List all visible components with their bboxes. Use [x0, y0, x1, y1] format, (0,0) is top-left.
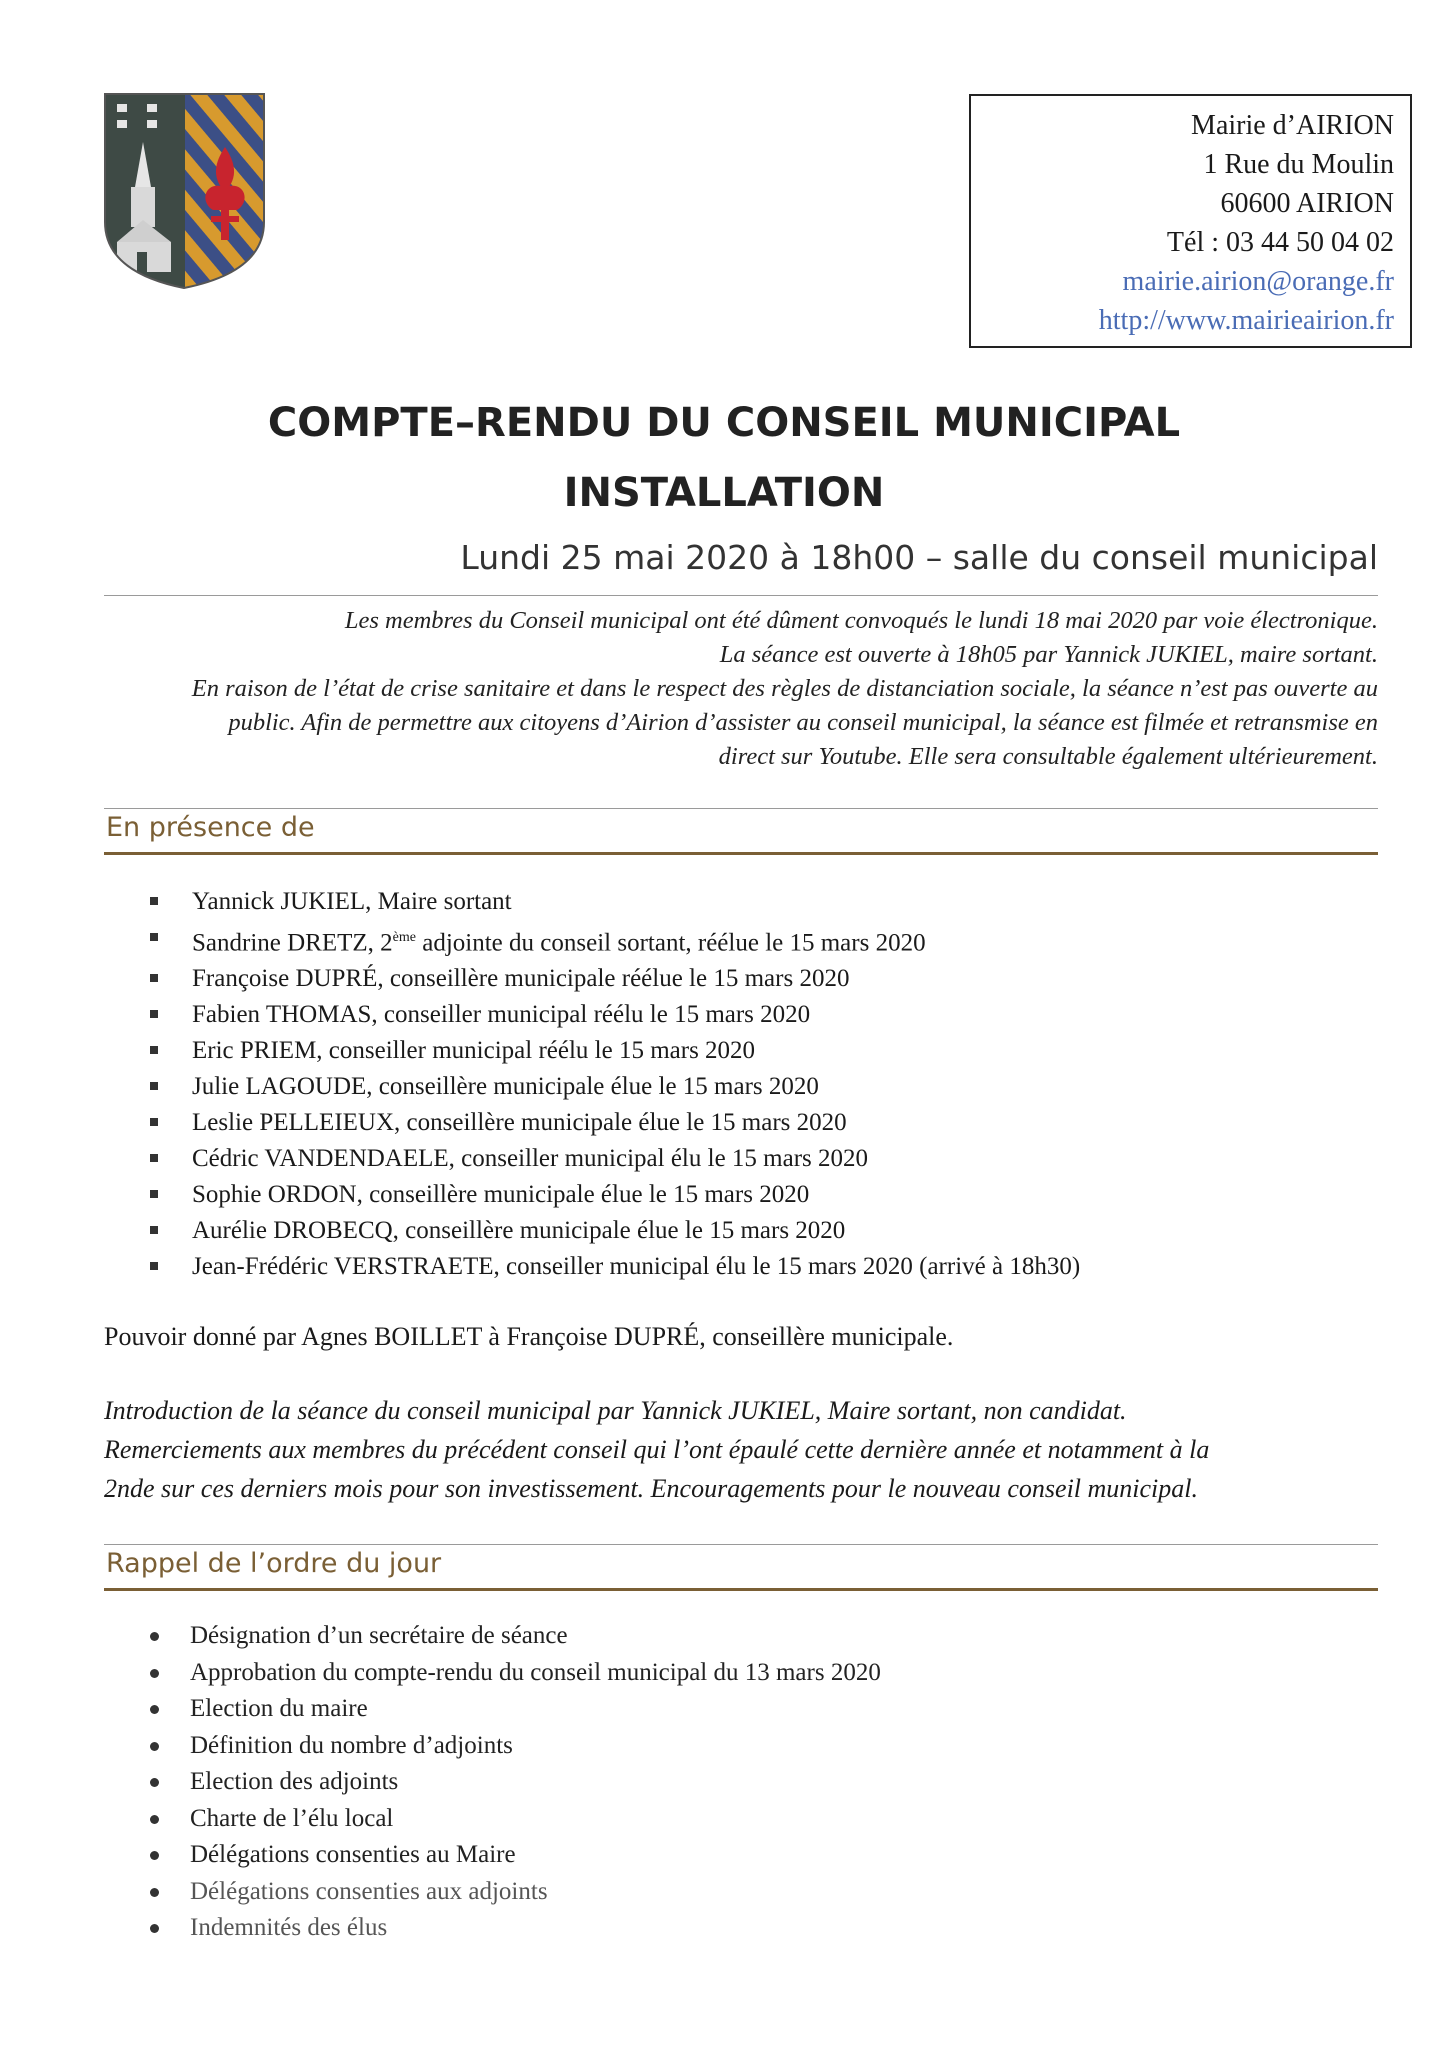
list-item: Françoise DUPRÉ, conseillère municipale réélue le 15 mars 2020: [150, 961, 1080, 997]
proxy-statement: Pouvoir donné par Agnes BOILLET à Françoise DUPRÉ, conseillère municipale.: [104, 1322, 954, 1351]
address-phone: Tél : 03 44 50 04 02: [1166, 227, 1394, 258]
divider: [104, 1544, 1378, 1545]
meeting-date-location: Lundi 25 mai 2020 à 18h00 – salle du conseil municipal: [460, 538, 1378, 577]
meeting-intro: [104, 604, 1378, 774]
square-bullet-icon: [150, 1010, 158, 1018]
divider: [104, 808, 1378, 809]
session-introduction: [104, 1391, 1378, 1508]
list-item: Julie LAGOUDE, conseillère municipale élue le 15 mars 2020: [150, 1069, 1080, 1105]
list-item: Election des adjoints: [150, 1764, 881, 1801]
square-bullet-icon: [150, 897, 158, 905]
square-bullet-icon: [150, 1190, 158, 1198]
intro-line: La séance est ouverte à 18h05 par Yannick JUKIEL, maire sortant.: [719, 641, 1378, 668]
list-item: Sandrine DRETZ, 2ème adjointe du conseil sortant, réélue le 15 mars 2020: [150, 920, 1080, 961]
square-bullet-icon: [150, 1226, 158, 1234]
round-bullet-icon: [150, 1924, 159, 1933]
round-bullet-icon: [150, 1815, 159, 1824]
round-bullet-icon: [150, 1705, 159, 1714]
list-item: Définition du nombre d’adjoints: [150, 1728, 881, 1765]
list-item: Charte de l’élu local: [150, 1801, 881, 1838]
round-bullet-icon: [150, 1888, 159, 1897]
introduction-line: Remerciements aux membres du précédent conseil qui l’ont épaulé cette dernière année et notamment à la: [104, 1435, 1210, 1464]
round-bullet-icon: [150, 1742, 159, 1751]
section-rule: [104, 852, 1378, 855]
list-item: Aurélie DROBECQ, conseillère municipale élue le 15 mars 2020: [150, 1213, 1080, 1249]
document-title: COMPTE–RENDU DU CONSEIL MUNICIPAL: [267, 400, 1181, 446]
agenda-list: [150, 1618, 881, 1947]
list-item: Election du maire: [150, 1691, 881, 1728]
intro-line: direct sur Youtube. Elle sera consultable également ultérieurement.: [718, 743, 1378, 770]
introduction-line: Introduction de la séance du conseil municipal par Yannick JUKIEL, Maire sortant, non candidat.: [104, 1396, 1127, 1425]
square-bullet-icon: [150, 1154, 158, 1162]
list-item: Désignation d’un secrétaire de séance: [150, 1618, 881, 1655]
town-hall-address-box: [969, 94, 1412, 348]
list-item: Approbation du compte-rendu du conseil municipal du 13 mars 2020: [150, 1655, 881, 1692]
list-item: Leslie PELLEIEUX, conseillère municipale élue le 15 mars 2020: [150, 1105, 1080, 1141]
square-bullet-icon: [150, 1046, 158, 1054]
intro-line: Les membres du Conseil municipal ont été dûment convoqués le lundi 18 mai 2020 par voie électronique.: [344, 607, 1378, 634]
square-bullet-icon: [150, 974, 158, 982]
address-email-link[interactable]: mairie.airion@orange.fr: [1122, 266, 1394, 297]
section-rule: [104, 1588, 1378, 1591]
address-line-street: 1 Rue du Moulin: [1203, 149, 1394, 180]
intro-line: En raison de l’état de crise sanitaire et dans le respect des règles de distanciation sociale, la séance n’est pas ouverte au: [191, 675, 1378, 702]
square-bullet-icon: [150, 1118, 158, 1126]
list-item: Délégations consenties aux adjoints: [150, 1874, 881, 1911]
intro-line: public. Afin de permettre aux citoyens d’Airion d’assister au conseil municipal, la séance est filmée et retransmise en: [228, 709, 1378, 736]
address-line-name: Mairie d’AIRION: [1191, 110, 1394, 141]
list-item: Délégations consenties au Maire: [150, 1837, 881, 1874]
document-subtitle-installation: INSTALLATION: [563, 470, 885, 516]
round-bullet-icon: [150, 1851, 159, 1860]
list-item: Jean-Frédéric VERSTRAETE, conseiller municipal élu le 15 mars 2020 (arrivé à 18h30): [150, 1249, 1080, 1285]
square-bullet-icon: [150, 1082, 158, 1090]
list-item: Fabien THOMAS, conseiller municipal réélu le 15 mars 2020: [150, 997, 1080, 1033]
introduction-line: 2nde sur ces derniers mois pour son investissement. Encouragements pour le nouveau conseil municipal.: [104, 1474, 1199, 1503]
list-item: Yannick JUKIEL, Maire sortant: [150, 884, 1080, 920]
round-bullet-icon: [150, 1778, 159, 1787]
list-item: Indemnités des élus: [150, 1910, 881, 1947]
list-item: Eric PRIEM, conseiller municipal réélu le 15 mars 2020: [150, 1033, 1080, 1069]
square-bullet-icon: [150, 1262, 158, 1270]
list-item: Sophie ORDON, conseillère municipale élue le 15 mars 2020: [150, 1177, 1080, 1213]
coat-of-arms: [103, 92, 266, 290]
section-heading-agenda: Rappel de l’ordre du jour: [106, 1548, 442, 1579]
section-heading-presence: En présence de: [106, 812, 315, 843]
square-bullet-icon: [150, 933, 158, 941]
round-bullet-icon: [150, 1632, 159, 1641]
members-present-list: [150, 884, 1080, 1285]
round-bullet-icon: [150, 1669, 159, 1678]
list-item: Cédric VANDENDAELE, conseiller municipal élu le 15 mars 2020: [150, 1141, 1080, 1177]
divider: [104, 595, 1378, 596]
address-line-city: 60600 AIRION: [1220, 188, 1394, 219]
address-website-link[interactable]: http://www.mairieairion.fr: [1098, 305, 1394, 336]
